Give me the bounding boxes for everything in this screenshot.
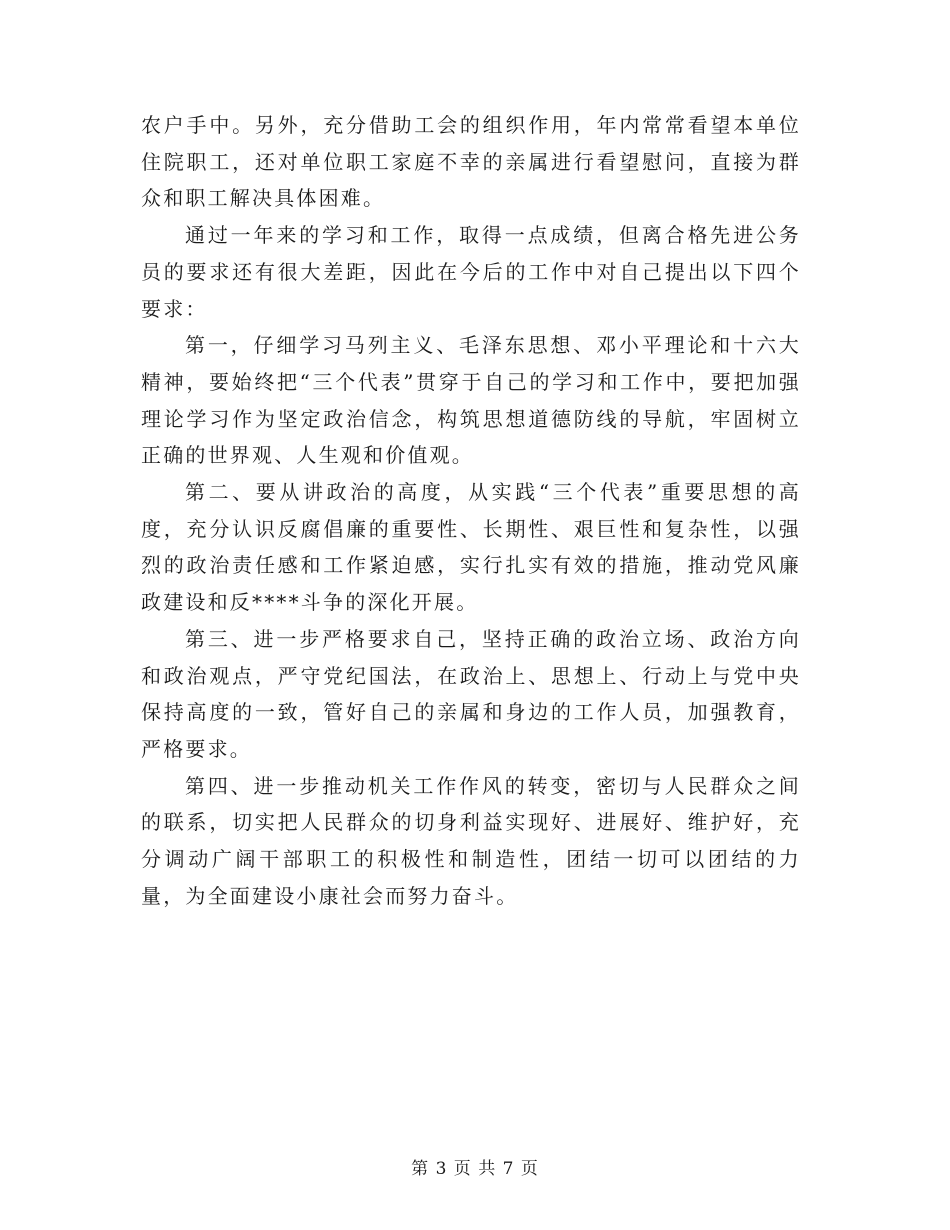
paragraph-continuation: 农户手中。另外，充分借助工会的组织作用，年内常常看望本单位住院职工，还对单位职工家庭不幸的亲属进行看望慰问，直接为群众和职工解决具体困难。 — [141, 113, 801, 211]
page-number-footer: 第 3 页 共 7 页 — [411, 1159, 539, 1179]
paragraph-requirement-4: 第四、进一步推动机关工作作风的转变，密切与人民群众之间的联系，切实把人民群众的切身利益实现好、进展好、维护好，充分调动广阔干部职工的积极性和制造性，团结一切可以团结的力量，为全面建设小康社会而努力奋斗。 — [141, 773, 801, 908]
paragraph-requirement-3: 第三、进一步严格要求自己，坚持正确的政治立场、政治方向和政治观点，严守党纪国法，在政治上、思想上、行动上与党中央保持高度的一致，管好自己的亲属和身边的工作人员，加强教育，严格要求。 — [141, 626, 801, 761]
paragraph-summary: 通过一年来的学习和工作，取得一点成绩，但离合格先进公务员的要求还有很大差距，因此在今后的工作中对自己提出以下四个要求： — [141, 223, 801, 321]
paragraph-requirement-2: 第二、要从讲政治的高度，从实践“三个代表”重要思想的高度，充分认识反腐倡廉的重要性、长期性、艰巨性和复杂性，以强烈的政治责任感和工作紧迫感，实行扎实有效的措施，推动党风廉政建设和反****斗争的深化开展。 — [141, 480, 801, 615]
paragraph-requirement-1: 第一，仔细学习马列主义、毛泽东思想、邓小平理论和十六大精神，要始终把“三个代表”贯穿于自己的学习和工作中，要把加强理论学习作为坚定政治信念，构筑思想道德防线的导航，牢固树立正确的世界观、人生观和价值观。 — [141, 333, 801, 468]
document-body — [141, 107, 801, 914]
